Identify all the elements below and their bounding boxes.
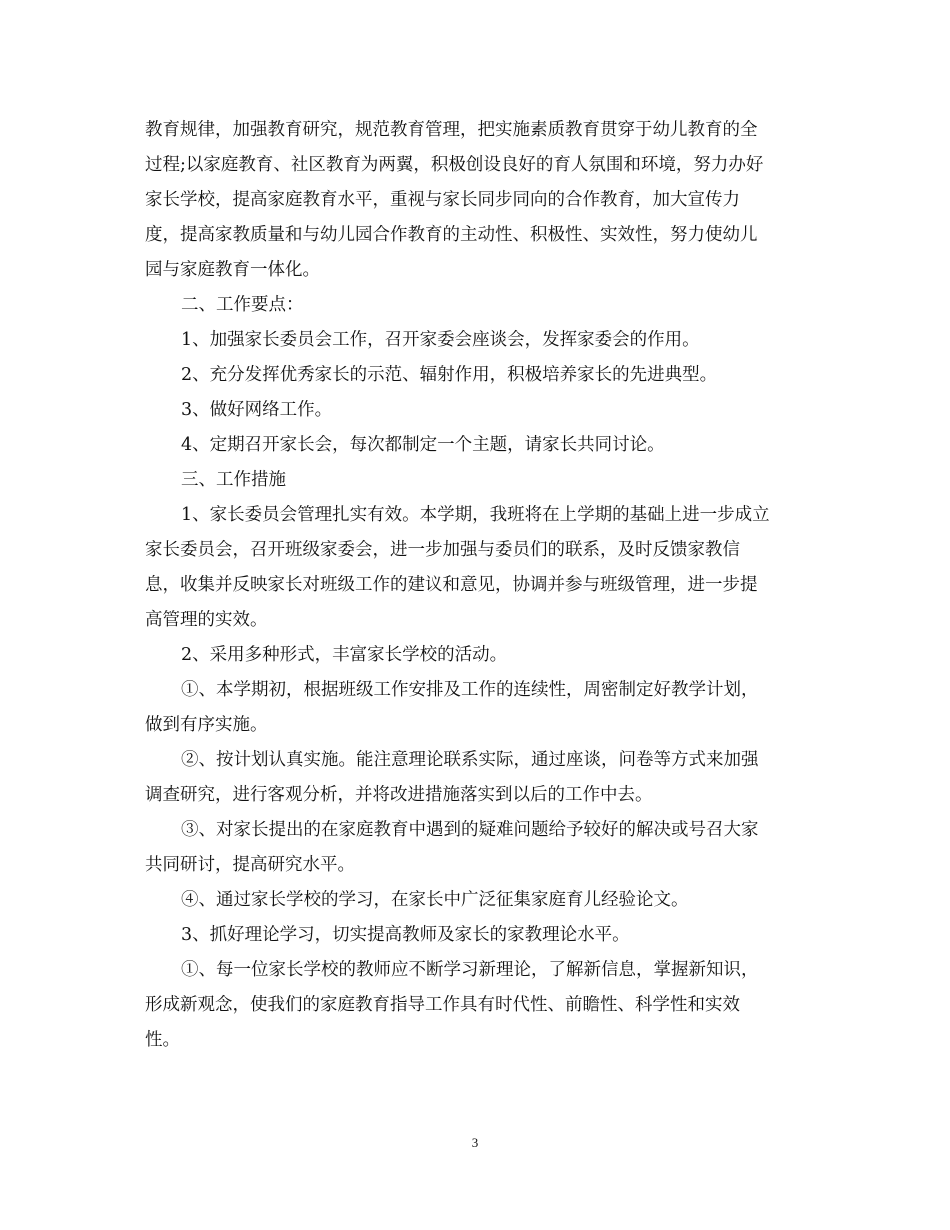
text-line: ②、按计划认真实施。能注意理论联系实际，通过座谈，问卷等方式来加强	[181, 750, 759, 770]
text-line: 高管理的实效。	[145, 610, 268, 630]
text-line: ④、通过家长学校的学习，在家长中广泛征集家庭育儿经验论文。	[181, 890, 689, 910]
page-number: 3	[471, 1135, 479, 1150]
text-line: 2、充分发挥优秀家长的示范、辐射作用，积极培养家长的先进典型。	[181, 365, 718, 385]
text-line: 1、家长委员会管理扎实有效。本学期，我班将在上学期的基础上进一步成立	[181, 505, 770, 525]
text-line: 家长委员会，召开班级家委会，进一步加强与委员们的联系，及时反馈家教信	[145, 540, 740, 560]
text-line: 3、抓好理论学习，切实提高教师及家长的家教理论水平。	[181, 925, 630, 945]
text-line: 息，收集并反映家长对班级工作的建议和意见，协调并参与班级管理，进一步提	[145, 575, 758, 595]
document-body	[145, 113, 810, 1058]
text-line: 4、定期召开家长会，每次都制定一个主题，请家长共同讨论。	[181, 435, 665, 455]
text-line: ①、本学期初，根据班级工作安排及工作的连续性，周密制定好教学计划，	[181, 680, 759, 700]
text-line: 调查研究，进行客观分析，并将改进措施落实到以后的工作中去。	[145, 785, 653, 805]
text-line: 三、工作措施	[181, 470, 286, 490]
text-line: ③、对家长提出的在家庭教育中遇到的疑难问题给予较好的解决或号召大家	[181, 820, 759, 840]
text-line: 形成新观念，使我们的家庭教育指导工作具有时代性、前瞻性、科学性和实效	[145, 995, 740, 1015]
text-line: 过程;以家庭教育、社区教育为两翼，积极创设良好的育人氛围和环境，努力办好	[145, 155, 764, 175]
text-line: 二、工作要点：	[181, 295, 304, 315]
text-line: 1、加强家长委员会工作，召开家委会座谈会，发挥家委会的作用。	[181, 330, 700, 350]
text-line: 2、采用多种形式，丰富家长学校的活动。	[181, 645, 508, 665]
text-line: 做到有序实施。	[145, 715, 268, 735]
text-line: 性。	[145, 1030, 180, 1050]
text-line: 家长学校，提高家庭教育水平，重视与家长同步同向的合作教育，加大宣传力	[145, 190, 740, 210]
text-line: 园与家庭教育一体化。	[145, 260, 320, 280]
text-line: 3、做好网络工作。	[181, 400, 333, 420]
text-line: 教育规律，加强教育研究，规范教育管理，把实施素质教育贯穿于幼儿教育的全	[145, 120, 758, 140]
text-line: 度，提高家教质量和与幼儿园合作教育的主动性、积极性、实效性，努力使幼儿	[145, 225, 758, 245]
text-line: 共同研讨，提高研究水平。	[145, 855, 355, 875]
text-line: ①、每一位家长学校的教师应不断学习新理论，了解新信息，掌握新知识，	[181, 960, 759, 980]
